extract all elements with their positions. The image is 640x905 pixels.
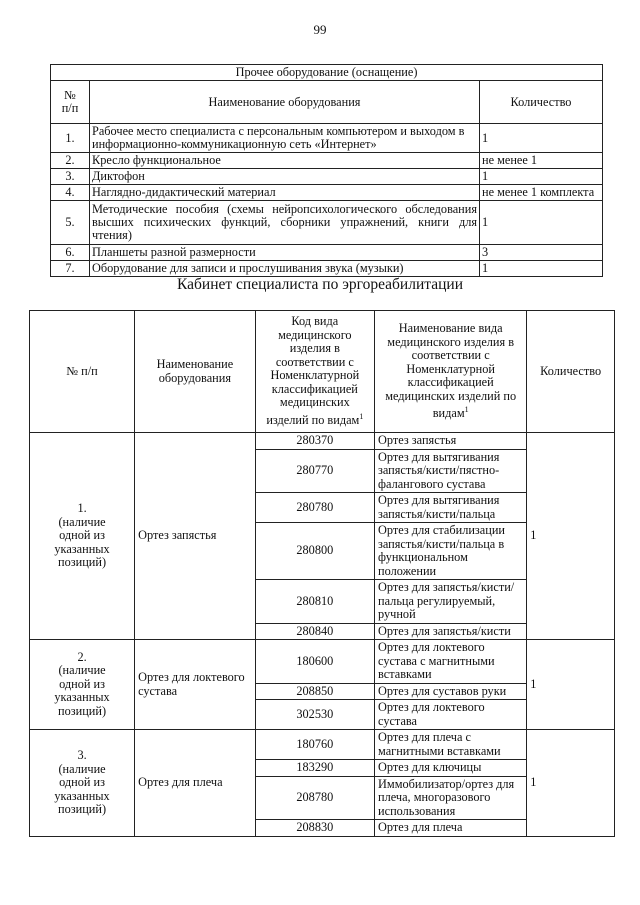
- item-code: 302530: [255, 700, 374, 730]
- item-kind: Ортез для плеча: [375, 820, 527, 837]
- table-row: [30, 433, 615, 450]
- table-row: [51, 153, 603, 169]
- row-num: 6.: [51, 245, 90, 261]
- item-code: 180600: [255, 640, 374, 684]
- item-code: 208850: [255, 683, 374, 700]
- header-code: [255, 311, 374, 433]
- row-num: 2.: [51, 153, 90, 169]
- row-qty: 1: [480, 201, 603, 245]
- item-kind: Иммобилизатор/ортез для плеча, многоразового использования: [375, 776, 527, 820]
- item-code: 280800: [255, 523, 374, 580]
- group-num: 2. (наличие одной из указанных позиций): [30, 640, 135, 730]
- table-row: [30, 640, 615, 684]
- row-name: Планшеты разной размерности: [90, 245, 480, 261]
- item-kind: Ортез запястья: [375, 433, 527, 450]
- item-kind: Ортез для суставов руки: [375, 683, 527, 700]
- group-name: Ортез для плеча: [135, 730, 256, 837]
- header-name: Наименование оборудования: [90, 81, 480, 124]
- item-code: 280840: [255, 623, 374, 640]
- table-row: [51, 245, 603, 261]
- group-name: Ортез запястья: [135, 433, 256, 640]
- row-name: Методические пособия (схемы нейропсихологического обследования высших психических функций, сборники упражнений, книги для чтения): [90, 201, 480, 245]
- row-name: Диктофон: [90, 169, 480, 185]
- row-qty: 3: [480, 245, 603, 261]
- header-num: № п/п: [30, 311, 135, 433]
- row-name: Оборудование для записи и прослушивания звука (музыки): [90, 261, 480, 277]
- row-qty: 1: [480, 261, 603, 277]
- item-kind: Ортез для запястья/кисти: [375, 623, 527, 640]
- row-name: Наглядно-дидактический материал: [90, 185, 480, 201]
- row-qty: не менее 1 комплекта: [480, 185, 603, 201]
- row-qty: 1: [480, 124, 603, 153]
- table-row: [51, 169, 603, 185]
- group-num: 3. (наличие одной из указанных позиций): [30, 730, 135, 837]
- item-code: 180760: [255, 730, 374, 760]
- item-kind: Ортез для плеча с магнитными вставками: [375, 730, 527, 760]
- row-num: 5.: [51, 201, 90, 245]
- row-name: Рабочее место специалиста с персональным компьютером и выходом в информационно-коммуникационную сеть «Интернет»: [90, 124, 480, 153]
- item-code: 208780: [255, 776, 374, 820]
- group-num: 1. (наличие одной из указанных позиций): [30, 433, 135, 640]
- item-code: 280370: [255, 433, 374, 450]
- row-num: 4.: [51, 185, 90, 201]
- item-kind: Ортез для стабилизации запястья/кисти/пальца в функциональном положении: [375, 523, 527, 580]
- item-code: 183290: [255, 760, 374, 777]
- item-code: 208830: [255, 820, 374, 837]
- other-equipment-table: [50, 64, 603, 277]
- table-row: [51, 201, 603, 245]
- group-qty: 1: [527, 730, 615, 837]
- item-kind: Ортез для ключицы: [375, 760, 527, 777]
- table-caption: Прочее оборудование (оснащение): [51, 65, 603, 81]
- table-row: [51, 261, 603, 277]
- table-row: [51, 185, 603, 201]
- row-qty: не менее 1: [480, 153, 603, 169]
- header-name: Наименование оборудования: [135, 311, 256, 433]
- row-num: 1.: [51, 124, 90, 153]
- item-kind: Ортез для локтевого сустава с магнитными вставками: [375, 640, 527, 684]
- group-qty: 1: [527, 433, 615, 640]
- group-name: Ортез для локтевого сустава: [135, 640, 256, 730]
- row-num: 7.: [51, 261, 90, 277]
- header-qty: Количество: [527, 311, 615, 433]
- footnote-mark: 1: [464, 405, 469, 415]
- section-title: Кабинет специалиста по эргореабилитации: [177, 276, 463, 293]
- row-name: Кресло функциональное: [90, 153, 480, 169]
- item-kind: Ортез для вытягивания запястья/кисти/пястно-фалангового сустава: [375, 449, 527, 493]
- item-kind: Ортез для вытягивания запястья/кисти/пальца: [375, 493, 527, 523]
- header-kind-text: Наименование вида медицинского изделия в соответствии с Номенклатурной классификацией медицинских изделий по видам: [385, 321, 517, 421]
- item-code: 280810: [255, 580, 374, 624]
- item-code: 280780: [255, 493, 374, 523]
- item-kind: Ортез для запястья/кисти/пальца регулируемый, ручной: [375, 580, 527, 624]
- page-number: 99: [313, 22, 327, 37]
- header-num: № п/п: [51, 81, 90, 124]
- group-qty: 1: [527, 640, 615, 730]
- item-kind: Ортез для локтевого сустава: [375, 700, 527, 730]
- table-row: [51, 124, 603, 153]
- header-kind: [375, 311, 527, 433]
- item-code: 280770: [255, 449, 374, 493]
- header-code-text: Код вида медицинского изделия в соответствии с Номенклатурной классификацией медицинских изделий по видам: [266, 314, 360, 428]
- header-qty: Количество: [480, 81, 603, 124]
- row-qty: 1: [480, 169, 603, 185]
- footnote-mark: 1: [359, 411, 364, 421]
- row-num: 3.: [51, 169, 90, 185]
- ergo-equipment-table: [29, 310, 615, 837]
- table-row: [30, 730, 615, 760]
